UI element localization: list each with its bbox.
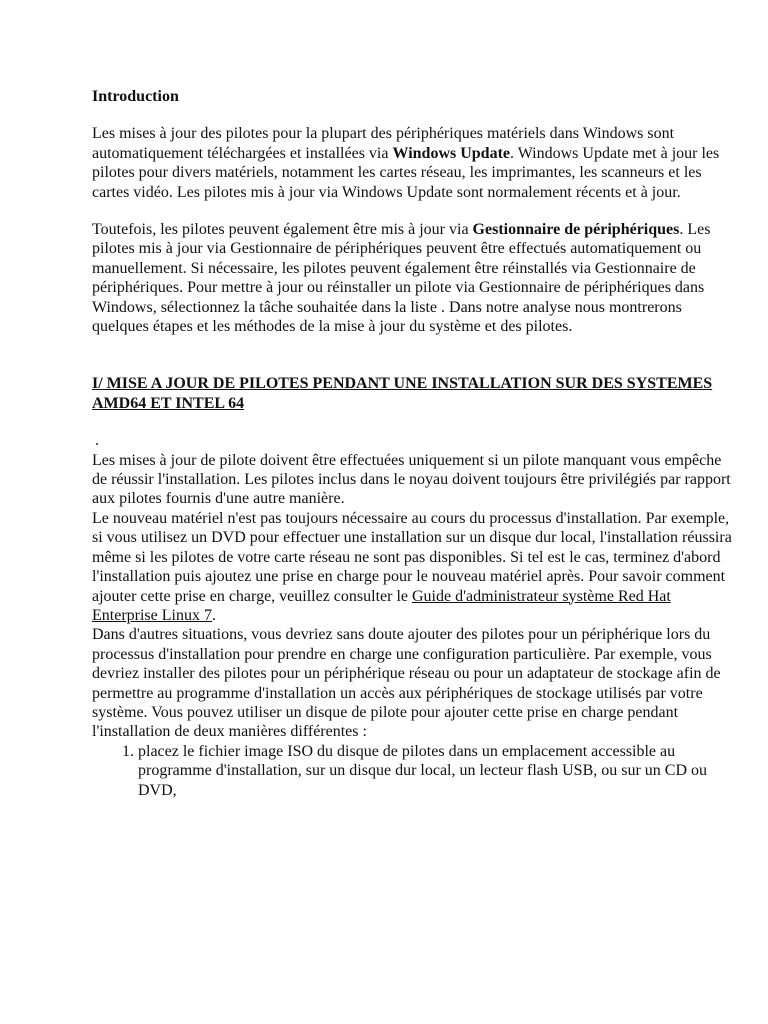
intro-paragraph-2 [92,220,732,336]
intro-paragraph-1-text-end: . Windows Update met à jour les pilotes pour divers matériels, notamment les cartes réseau, les imprimantes, les scanneurs et les cartes vidéo. Les pilotes mis à jour via Windows Update sont normalement récents et à jour. [92,144,720,201]
admin-guide-link[interactable]: Guide d'administrateur système Red Hat Enterprise Linux 7 [92,587,671,624]
intro-paragraph-2-text-end: . Les pilotes mis à jour via Gestionnaire de périphériques peuvent être effectués automatiquement ou manuellement. Si nécessaire, les pilotes peuvent également être réinstallés via Gestionnaire de périphériques. Pour mettre à jour ou réinstaller un pilote via Gestionnaire de périphériques dans Windows, sélectionnez la tâche souhaitée dans la liste . Dans notre analyse nous montrerons quelques étapes et les méthodes de la mise à jour du système et des pilotes. [92,221,711,336]
introduction-heading: Introduction [92,88,179,105]
section-1-paragraph-2 [92,509,732,625]
section-1-title: I/ MISE A JOUR DE PILOTES PENDANT UNE INSTALLATION SUR DES SYSTEMES AMD64 ET INTEL 64 [92,375,713,412]
section-1-paragraph-3: Dans d'autres situations, vous devriez sans doute ajouter des pilotes pour un périphérique lors du processus d'installation pour prendre en charge une configuration particulière. Par exemple, vous devriez installer des pilotes pour un périphérique réseau ou pour un adaptateur de stockage afin de permettre au programme d'installation un accès aux périphériques de stockage utilisés par votre système. Vous pouvez utiliser un disque de pilote pour ajouter cette prise en charge pendant l'installation de deux manières différentes : [92,626,721,741]
intro-paragraph-1-text-start: Les mises à jour des pilotes pour la plupart des périphériques matériels dans Windows sont automatiquement téléchargées et installées via [92,125,675,162]
intro-paragraph-2-text-start: Toutefois, les pilotes peuvent également être mis à jour via [92,221,473,239]
installation-methods-list [92,742,732,800]
windows-update-term: Windows Update [392,144,510,162]
document-body [92,87,732,800]
section-1-paragraph-1: Les mises à jour de pilote doivent être effectuées uniquement si un pilote manquant vous empêche de réussir l'installation. Les pilotes inclus dans le noyau doivent toujours être privilégiés par rapport aux pilotes fournis d'une autre manière. [92,451,731,508]
section-1-paragraph-2-text-start: Le nouveau matériel n'est pas toujours nécessaire au cours du processus d'installation. Par exemple, si vous utilisez un DVD pour effectuer une installation sur un disque dur local, l'installation réussira même si les pilotes de votre carte réseau ne sont pas disponibles. Si tel est le cas, terminez d'abord l'installation puis ajoutez une prise en charge pour le nouveau matériel après. Pour savoir comment ajouter cette prise en charge, veuillez consulter le [92,509,732,605]
device-manager-term: Gestionnaire de périphériques [472,221,680,239]
intro-paragraph-1 [92,124,732,202]
list-item: 1. placez le fichier image ISO du disque de pilotes dans un emplacement accessible au programme d'installation, sur un disque dur local, un lecteur flash USB, ou sur un CD ou DVD, [138,742,732,800]
stray-dot: . [95,432,99,450]
section-1-paragraph-2-text-end: . [211,606,216,624]
